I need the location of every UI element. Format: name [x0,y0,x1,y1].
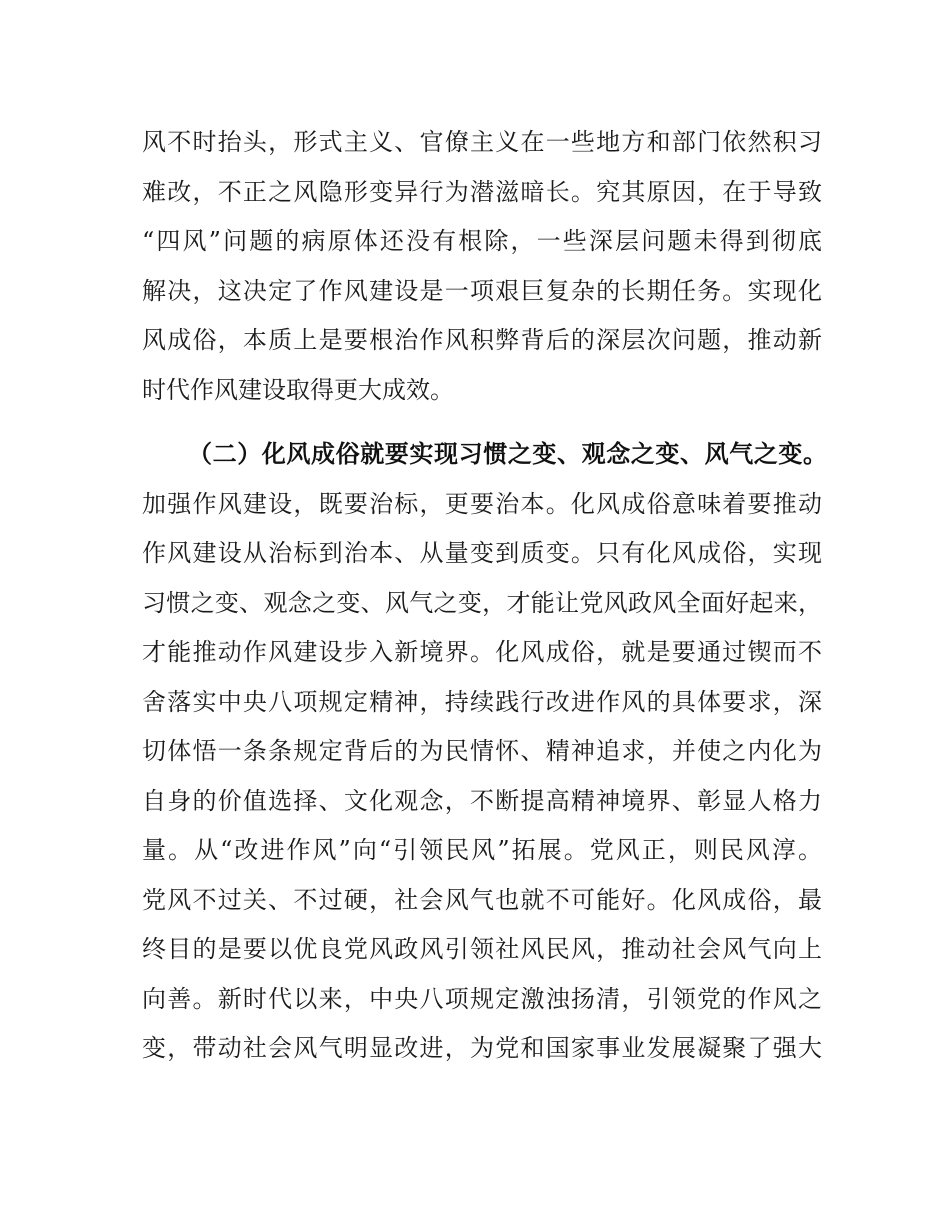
document-body [142,118,828,1074]
text-line: 加强作风建设，既要治标，更要治本。化风成俗意味着要推动 [142,489,822,518]
text-line: 终目的是要以优良党风政风引领社风民风，推动社会风气向上 [142,935,822,963]
text-line: 向善。新时代以来，中央八项规定激浊扬清，引领党的作风之 [142,984,822,1013]
text-line: “四风”问题的病原体还没有根除，一些深层问题未得到彻底 [142,227,822,255]
text-line: 作风建设从治标到治本、从量变到质变。只有化风成俗，实现 [142,539,822,567]
text-line: 解决，这决定了作风建设是一项艰巨复杂的长期任务。实现化 [142,276,822,305]
text-line: 量。从“改进作风”向“引领民风”拓展。党风正，则民风淳。 [142,836,822,864]
paragraph-2 [142,480,822,1074]
text-line: 难改，不正之风隐形变异行为潜滋暗长。究其原因，在于导致 [142,177,822,206]
text-line: 风成俗，本质上是要根治作风积弊背后的深层次问题，推动新 [142,326,822,354]
text-line: 自身的价值选择、文化观念，不断提高精神境界、彰显人格力 [142,786,822,815]
paragraph-1 [142,118,822,415]
paragraph-spacer [142,415,822,430]
section-heading: （二）化风成俗就要实现习惯之变、观念之变、风气之变。 [188,440,828,468]
text-line: 切体悟一条条规定背后的为民情怀、精神追求，并使之内化为 [142,737,822,765]
text-line: 舍落实中央八项规定精神，持续践行改进作风的具体要求，深 [142,687,822,716]
text-line: 党风不过关、不过硬，社会风气也就不可能好。化风成俗，最 [142,885,822,914]
text-line: 变，带动社会风气明显改进，为党和国家事业发展凝聚了强大 [142,1034,822,1062]
text-line: 才能推动作风建设步入新境界。化风成俗，就是要通过锲而不 [142,638,822,666]
text-line: 风不时抬头，形式主义、官僚主义在一些地方和部门依然积习 [142,128,822,156]
text-line: 时代作风建设取得更大成效。 [142,375,454,404]
text-line: 习惯之变、观念之变、风气之变，才能让党风政风全面好起来， [142,588,822,617]
